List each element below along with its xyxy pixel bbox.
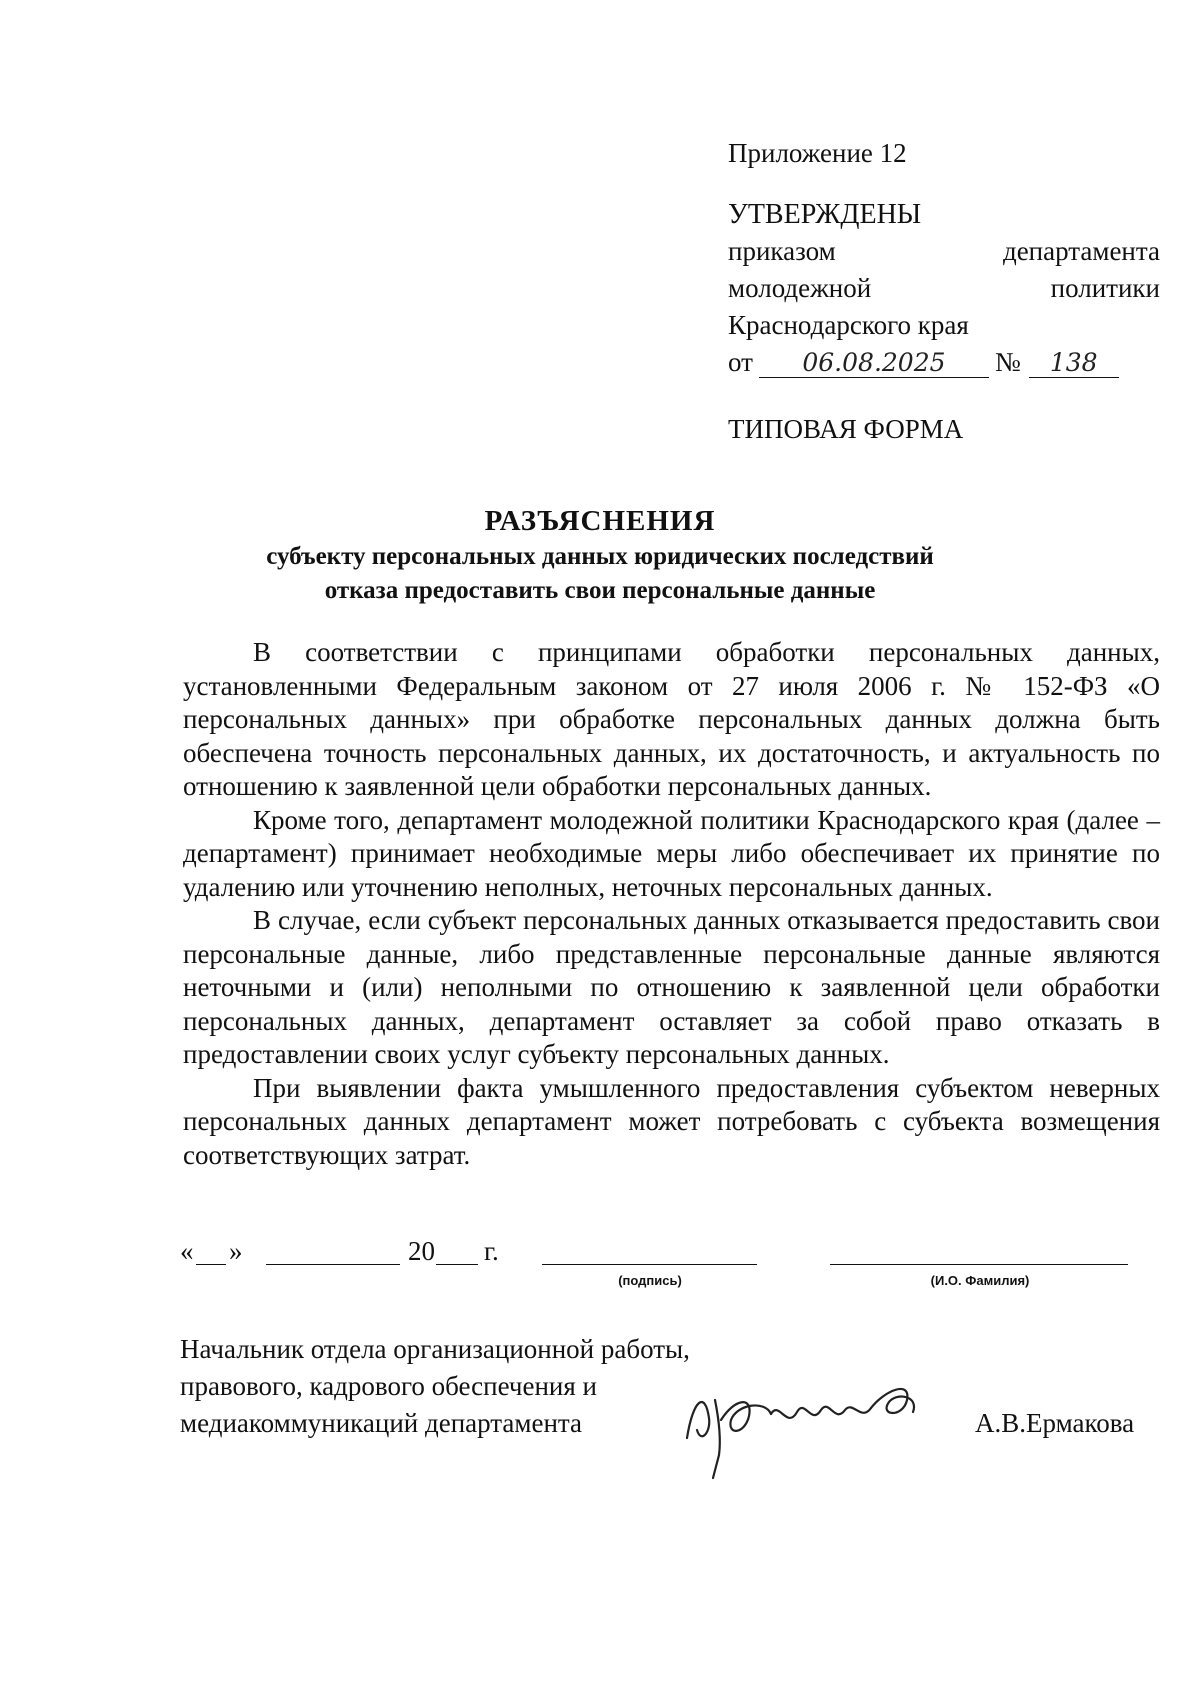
approved-heading: УТВЕРЖДЕНЫ [728,199,922,230]
signature-blank [542,1236,757,1265]
document-body [183,636,1160,1172]
number-label: № [994,347,1021,377]
order-date: 06.08.2025 [759,349,989,378]
approval-line-1 [728,233,1160,270]
appendix-label: Приложение 12 [728,138,907,168]
signer-name: А.В.Ермакова [975,1408,1135,1438]
name-blank [830,1236,1128,1265]
form-type-label: ТИПОВАЯ ФОРМА [728,414,964,444]
body-paragraph-3: В случае, если субъект персональных данных отказывается предоставить свои персональные данные, либо представленные персональные данные являются неточными и (или) неполными по отношению к заявленной цели обработки персональных данных, департамент оставляет за собой право отказать в предоставлении своих услуг субъекту персональных данных. [183,905,1160,1069]
title-subtitle-1: субъекту персональных данных юридических последствий [266,543,934,570]
approval-line-2-left: молодежной [728,273,872,303]
day-blank [196,1236,226,1265]
order-number: 138 [1029,349,1119,378]
body-paragraph-2: Кроме того, департамент молодежной политики Краснодарского края (далее – департамент) принимает необходимые меры либо обеспечивает их принятие по удалению или уточнению неполных, неточных персональных данных. [183,804,1160,902]
name-caption: (И.О. Фамилия) [930,1273,1030,1288]
year-suffix: г. [484,1236,499,1266]
signature-caption: (подпись) [618,1273,682,1288]
body-paragraph-1: В соответствии с принципами обработки персональных данных, установленными Федеральным законом от 27 июля 2006 г. № 152-ФЗ «О персональных данных» при обработке персональных данных должна быть обеспечена точность персональных данных, их достаточность, и актуальность по отношению к заявленной цели обработки персональных данных. [183,637,1160,801]
quote-close: » [229,1236,243,1266]
signatory-line-2: правового, кадрового обеспечения и [180,1371,597,1401]
signatory-line-3: медиакоммуникаций департамента [180,1408,583,1438]
from-label: от [728,347,753,377]
document-title [150,502,1050,608]
year-blank [436,1236,478,1265]
month-blank [266,1236,400,1265]
year-prefix: 20 [408,1236,435,1266]
approval-line-3: Краснодарского края [728,310,969,340]
approval-block [728,135,1160,448]
title-subtitle-2: отказа предоставить свои персональные данные [324,577,876,604]
approval-line-1-left: приказом [728,236,836,266]
signatory-title [180,1331,690,1442]
signatory-line-1: Начальник отдела организационной работы, [180,1334,690,1364]
title-heading: РАЗЪЯСНЕНИЯ [484,505,716,537]
approval-line-2 [728,270,1160,307]
order-line [728,344,1160,381]
handwritten-signature-icon [675,1360,935,1480]
approval-line-2-right: политики [1050,273,1160,303]
approval-line-1-right: департамента [1002,236,1160,266]
body-paragraph-4: При выявлении факта умышленного предоставления субъектом неверных персональных данных департамент может потребовать с субъекта возмещения соответствующих затрат. [183,1072,1160,1170]
quote-open: « [180,1236,194,1266]
date-signature-line [180,1236,1180,1296]
